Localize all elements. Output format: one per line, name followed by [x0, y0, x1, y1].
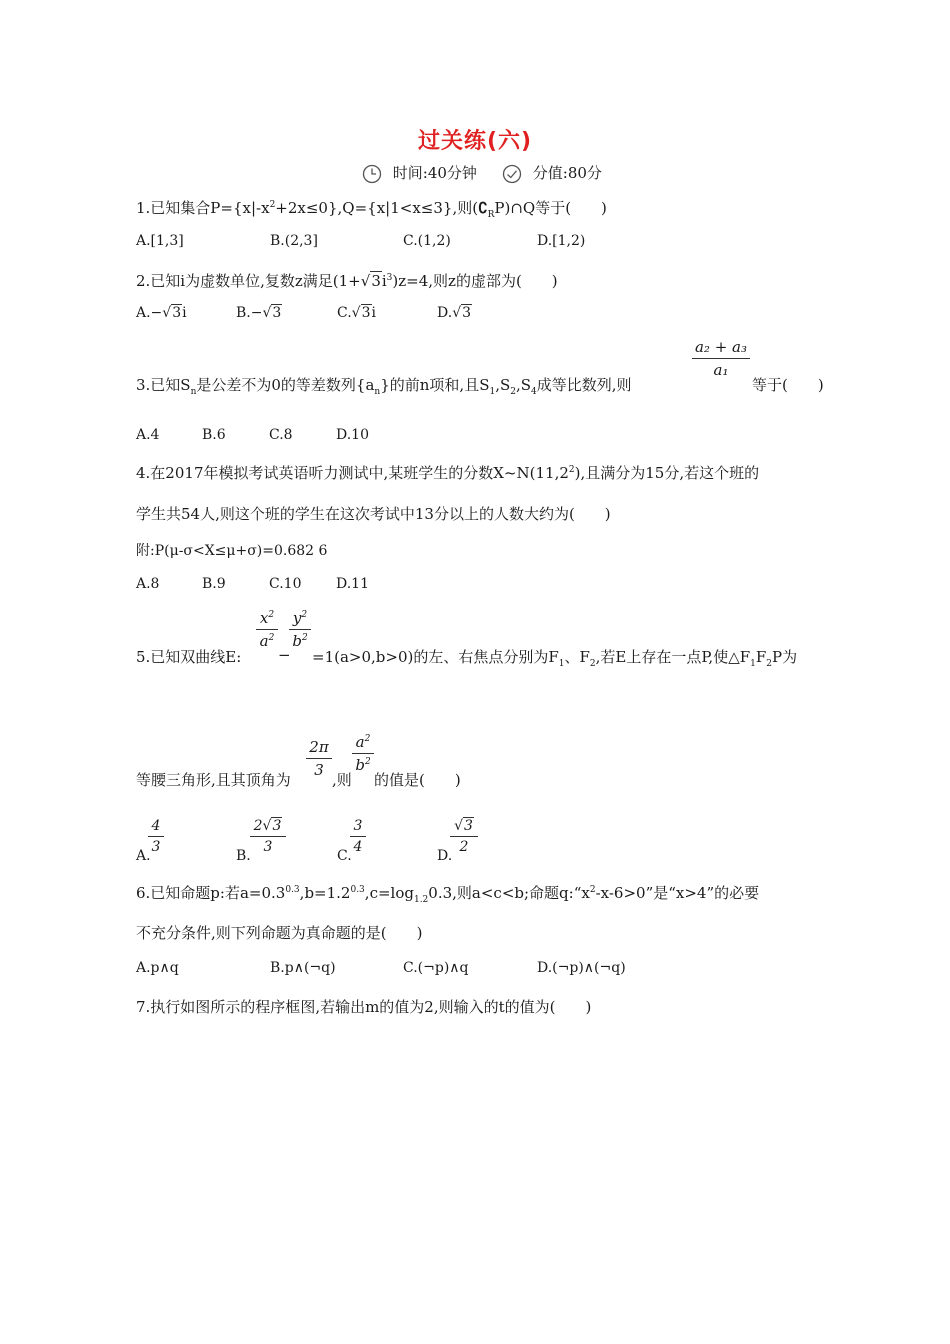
question-4-line-1: 4.在2017年模拟考试英语听力测试中,某班学生的分数X~N(11,2$^2$),且满分为15分,若这个班的 [136, 464, 760, 482]
check-circle-icon [502, 164, 522, 184]
question-1-stem: 1.已知集合$P=\{x|-x^2+2x\le 0\},Q=\{x|1<x\le 3\}$,则$(∁_RP)\cap Q$等于( ) [136, 199, 607, 220]
q5-angle-fraction: 2π 3 [306, 738, 332, 779]
q5-option-b-value: 2√3 3 [250, 818, 286, 855]
question-5-line-2-c: 的值是( ) [374, 771, 461, 789]
question-3-stem: 3.已知$S_n$是公差不为0的等差数列$\{a_n\}$的前n项和,且$S_1,S_2,S_4$成等比数列,则 [136, 376, 632, 397]
q5-fraction-y: $y^2$ $b^2$ [289, 609, 311, 650]
q6-option-c: C.(¬p)∧q [403, 960, 469, 976]
question-2-stem: 2.已知i为虚数单位,复数z满足$(1+√3i^3)z=4$,则z的虚部为( ) [136, 272, 558, 290]
question-5-line-2-b: ,则 [332, 771, 352, 789]
question-6-line-2: 不充分条件,则下列命题为真命题的是( ) [136, 924, 423, 942]
q3-option-a: A.4 [136, 427, 160, 443]
q4-option-d: D.11 [336, 576, 369, 592]
q5-minus: − [278, 646, 291, 664]
time-info [362, 162, 477, 184]
q1-option-b: B.(2,3] [270, 233, 318, 249]
time-label: 时间:40分钟 [392, 164, 477, 182]
q1-option-c: C.(1,2) [403, 233, 451, 249]
q4-option-a: A.8 [136, 576, 160, 592]
clock-icon [362, 164, 382, 184]
q5-fraction-x: $x^2$ $a^2$ [256, 609, 278, 650]
question-5-line-2-a: 等腰三角形,且其顶角为 [136, 771, 291, 789]
score-info [502, 162, 602, 184]
q5-ratio-fraction: $a^2$ $b^2$ [352, 733, 374, 774]
question-5-line-1: =1(a>0,b>0)的左、右焦点分别为$F_1$、$F_2$,若E上存在一点P,使$\triangle F_1F_2P$为 [312, 648, 798, 669]
q3-option-c: C.8 [269, 427, 293, 443]
q4-option-b: B.9 [202, 576, 226, 592]
q5-option-d-label: D. [437, 848, 453, 864]
q5-option-a-value: 4 3 [148, 818, 164, 855]
q5-option-a-label: A. [136, 848, 151, 864]
q4-option-c: C.10 [269, 576, 302, 592]
q6-option-a: A.p∧q [136, 960, 179, 976]
q5-option-c-label: C. [337, 848, 352, 864]
q2-option-d: D.√3 [437, 305, 472, 321]
q3-fraction: a₂ + a₃ a₁ [692, 338, 750, 379]
question-4-appendix: 附:P(μ-σ<X≤μ+σ)=0.682 6 [136, 543, 328, 559]
q3-stem-end: 等于( ) [752, 376, 824, 394]
q1-option-d: D.[1,2) [537, 233, 586, 249]
score-label: 分值:80分 [532, 164, 602, 182]
q6-option-d: D.(¬p)∧(¬q) [537, 960, 626, 976]
question-5-prefix: 5.已知双曲线E: [136, 648, 242, 666]
q5-option-b-label: B. [236, 848, 251, 864]
q3-option-d: D.10 [336, 427, 369, 443]
question-4-line-2: 学生共54人,则这个班的学生在这次考试中13分以上的人数大约为( ) [136, 505, 611, 523]
q2-option-c: C.√3i [337, 305, 376, 321]
question-6-line-1: 6.已知命题p:若$a=0.3^{0.3},b=1.2^{0.3},c=\log_{1.2}0.3$,则a<c<b;命题$q:“x^2-x-6>0$”是“x>4”的必要 [136, 884, 760, 905]
page-title: 过关练(六) [417, 129, 533, 154]
q5-option-d-value: √3 2 [450, 818, 478, 855]
q6-option-b: B.p∧(¬q) [270, 960, 336, 976]
q2-option-b: B.−√3 [236, 305, 282, 321]
q2-option-a: A.−√3i [136, 305, 187, 321]
q5-option-c-value: 3 4 [350, 818, 366, 855]
question-7-stem: 7.执行如图所示的程序框图,若输出m的值为2,则输入的t的值为( ) [136, 998, 592, 1016]
q1-option-a: A.[1,3] [136, 233, 184, 249]
q3-option-b: B.6 [202, 427, 226, 443]
